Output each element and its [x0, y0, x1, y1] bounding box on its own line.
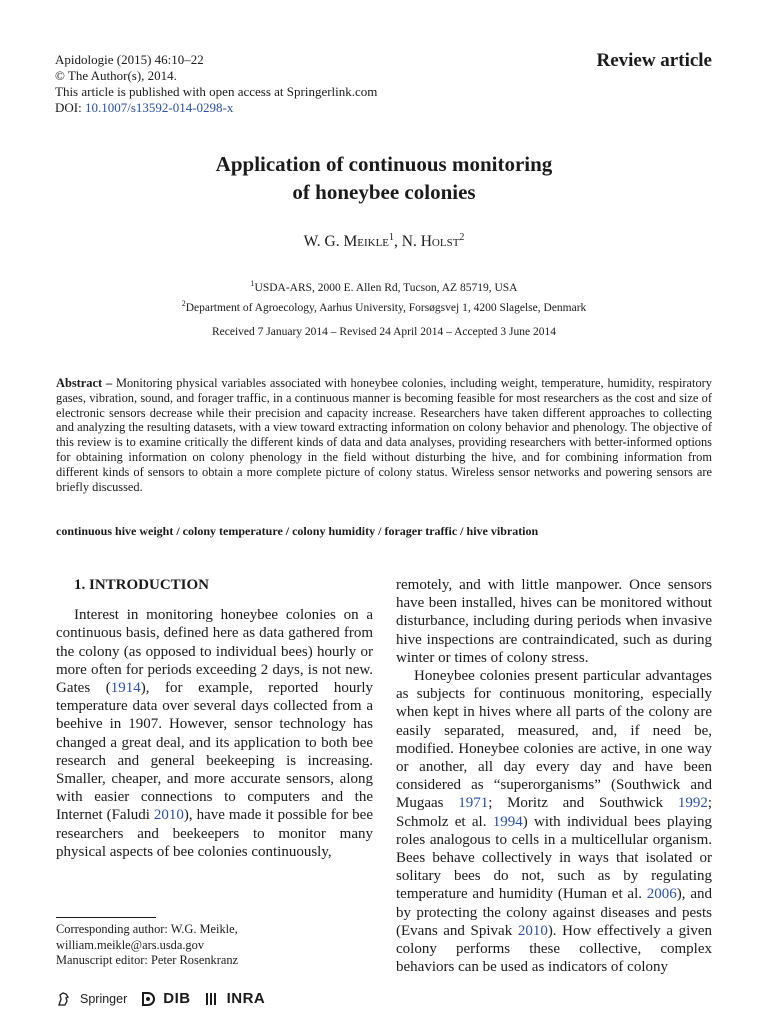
author-1-initials: W. G. [303, 233, 344, 251]
springer-horse-icon [56, 991, 72, 1007]
abstract [56, 376, 712, 494]
doi-line [55, 100, 377, 116]
journal-header [55, 52, 377, 116]
para-text: Honeybee colonies present particular advantages as subjects for continuous monitoring, especially when kept in hives where all parts of the colony are easily separated, measured, and, if need be, modified. Honeybee colonies are active, in one way or another, all day every day and have been considered as “superorganisms” (Southwick and Mugaas [396, 668, 712, 812]
springer-logo-text: Springer [80, 991, 128, 1006]
affiliation-2 [0, 296, 768, 316]
dib-logo-icon [141, 991, 155, 1007]
citation-link[interactable]: 1914 [110, 680, 141, 697]
para-text: ), have made it possible for bee researchers and beekeepers to monitor many physical aspects of bee colonies continuously, [56, 807, 373, 860]
author-separator: , [394, 233, 402, 251]
footnote [56, 922, 238, 969]
article-type: Review article [596, 50, 712, 71]
author-1-affil-mark: 1 [389, 232, 395, 243]
intro-paragraph-1-cont: remotely, and with little manpower. Once sensors have been installed, hives can be monitored without disturbance, including during periods when invasive hive inspections are contraindicated, such as during winter or times of colony stress. [396, 577, 712, 666]
citation-link[interactable]: 2006 [646, 886, 677, 903]
affiliation-1 [0, 276, 768, 296]
intro-paragraph-1 [56, 606, 373, 861]
copyright-line: © The Author(s), 2014. [55, 68, 177, 83]
inra-logo-icon [205, 991, 219, 1007]
citation-link[interactable]: 2010 [517, 922, 548, 939]
para-text: ) with individual bees playing roles analogous to cells in a multicellular organism. Bees behave collectively in ways that isolated or solitary bees do not, such as by regulating temperature and humidity (Human et al. [396, 813, 712, 903]
citation-link[interactable]: 1992 [677, 795, 708, 812]
para-text: Interest in monitoring honeybee colonies on a continuous basis, defined here as data gathered from the colony (as opposed to individual bees) hourly or more often for periods exceeding 2 days, is not new. Gates ( [56, 607, 373, 697]
affiliation-2-text: Department of Agroecology, Aarhus University, Forsøgsvej 1, 4200 Slagelse, Denmark [185, 301, 587, 314]
affiliations [0, 276, 768, 316]
open-access-line: This article is published with open access at Springerlink.com [55, 84, 378, 99]
intro-paragraph-2 [396, 667, 712, 976]
doi-label: DOI: [55, 100, 82, 115]
manuscript-editor: Manuscript editor: Peter Rosenkranz [56, 953, 239, 967]
doi-link[interactable]: 10.1007/s13592-014-0298-x [84, 100, 234, 115]
author-1-name: Meikle [343, 233, 390, 251]
affiliation-2-mark: 2 [181, 298, 186, 308]
citation-link[interactable]: 1994 [492, 813, 523, 830]
citation-link[interactable]: 2010 [153, 807, 184, 824]
abstract-label: Abstract – [56, 376, 113, 390]
journal-citation: Apidologie (2015) 46:10–22 [55, 52, 204, 67]
author-2-initials: N. [401, 233, 421, 251]
corresponding-author: Corresponding author: W.G. Meikle, [56, 922, 238, 936]
para-text: ), and by protecting the colony against diseases and pests (Evans and Spivak [396, 886, 712, 939]
title-line-1: Application of continuous monitoring [215, 152, 553, 176]
para-text: ), for example, reported hourly temperature data over several days collected from a beehive in 1907. However, sensor technology has changed a great deal, and its application to both bee research and general beekeeping is increasing. Smaller, cheaper, and more accurate sensors, along with easier connections to computers and the Internet (Faludi [56, 680, 373, 824]
para-text: ). How effectively a given colony performs these collective, complex behaviors can be used as indicators of colony [396, 922, 712, 976]
affiliation-1-mark: 1 [250, 279, 255, 288]
keywords: continuous hive weight / colony temperature / colony humidity / forager traffic / hive vibration [56, 524, 539, 538]
para-text: ; Schmolz et al. [396, 795, 712, 830]
citation-link[interactable]: 1971 [458, 795, 489, 812]
para-text: ; Moritz and Southwick [488, 795, 678, 812]
publisher-logos [56, 990, 265, 1007]
footnote-rule [56, 917, 156, 918]
affiliation-1-text: USDA-ARS, 2000 E. Allen Rd, Tucson, AZ 85719, USA [254, 281, 518, 294]
paper-title [0, 150, 768, 206]
title-line-2: of honeybee colonies [292, 180, 476, 204]
section-heading-introduction: 1. INTRODUCTION [74, 577, 210, 593]
abstract-text: Monitoring physical variables associated with honeybee colonies, including weight, temperature, humidity, respiratory gases, vibration, sound, and forager traffic, in a continuous manner is becoming feasible for most researchers as the cost and size of electronic sensors decrease while their precision and capacity increase. Researchers have taken different approaches to collecting and analyzing the resulting datasets, with a view toward extracting information on colony behavior and phenology. The objective of this review is to examine critically the different kinds of data and data analyses, providing researchers with better-informed options for obtaining information on colony phenology in the field without disturbing the hive, and for combining information from different kinds of sensors to obtain a more complete picture of colony status. Wireless sensor networks and powering sensors are briefly discussed. [56, 376, 712, 494]
inra-logo-text: INRA [226, 990, 266, 1007]
submission-dates: Received 7 January 2014 – Revised 24 April 2014 – Accepted 3 June 2014 [212, 326, 556, 338]
author-list [0, 232, 768, 251]
body-column-left [56, 576, 373, 861]
author-2-affil-mark: 2 [459, 232, 465, 243]
author-email: william.meikle@ars.usda.gov [56, 937, 205, 952]
body-column-right [396, 576, 712, 976]
dib-logo-text: DIB [163, 990, 191, 1007]
author-2-name: Holst [420, 233, 460, 251]
